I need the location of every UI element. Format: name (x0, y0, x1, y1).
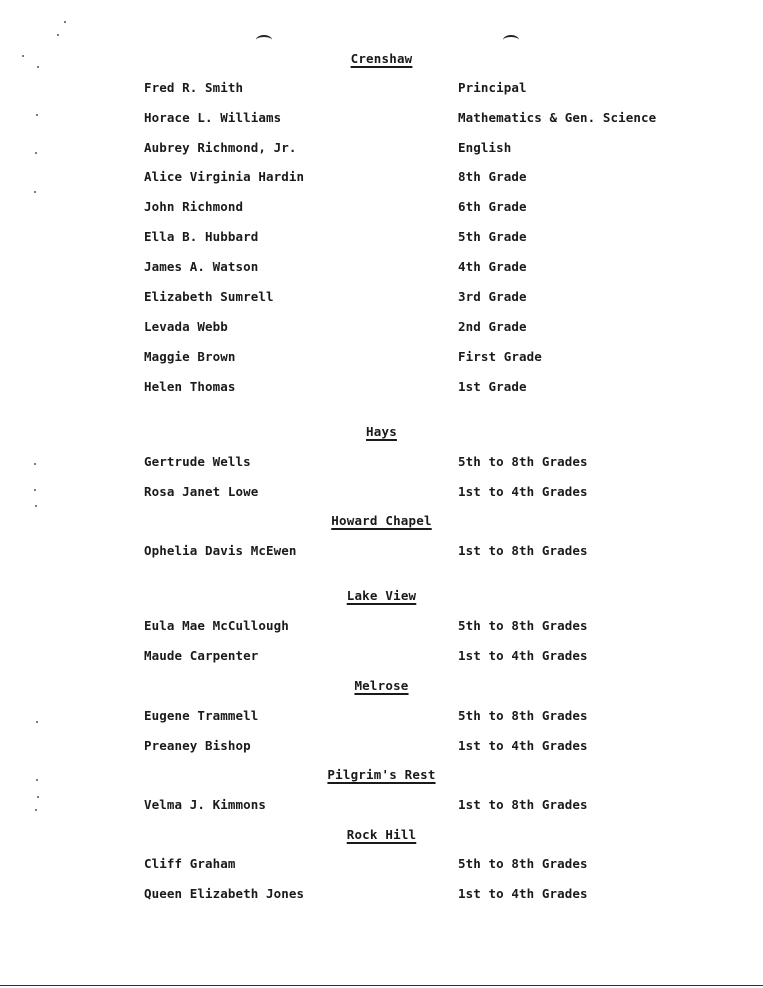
section-heading-howard-chapel: Howard Chapel (331, 513, 432, 528)
staff-role: 6th Grade (458, 199, 527, 214)
staff-role: 1st to 4th Grades (458, 484, 588, 499)
staff-row (0, 110, 763, 128)
section-heading-lake-view: Lake View (346, 588, 417, 603)
staff-name: Horace L. Williams (144, 110, 282, 125)
binding-mark-right (503, 35, 519, 45)
scan-speck (34, 191, 36, 193)
staff-row (0, 80, 763, 98)
staff-name: Levada Webb (144, 319, 228, 334)
page-bottom-edge (0, 985, 763, 986)
staff-name: Eugene Trammell (144, 708, 259, 723)
scan-speck (35, 505, 37, 507)
staff-role: 2nd Grade (458, 319, 527, 334)
staff-row (0, 738, 763, 756)
staff-name: James A. Watson (144, 259, 259, 274)
staff-row (0, 319, 763, 337)
staff-name: Queen Elizabeth Jones (144, 886, 305, 901)
staff-row (0, 886, 763, 904)
staff-role: 4th Grade (458, 259, 527, 274)
staff-row (0, 856, 763, 874)
staff-row (0, 708, 763, 726)
staff-role: 1st to 4th Grades (458, 886, 588, 901)
staff-name: Velma J. Kimmons (144, 797, 267, 812)
staff-role: Mathematics & Gen. Science (458, 110, 657, 125)
staff-name: Cliff Graham (144, 856, 236, 871)
staff-role: 5th to 8th Grades (458, 454, 588, 469)
staff-row (0, 648, 763, 666)
section-heading-crenshaw: Crenshaw (350, 51, 413, 66)
staff-role: Principal (458, 80, 527, 95)
staff-role: 1st to 4th Grades (458, 648, 588, 663)
staff-row (0, 169, 763, 187)
staff-role: 8th Grade (458, 169, 527, 184)
staff-role: First Grade (458, 349, 542, 364)
staff-name: Maude Carpenter (144, 648, 259, 663)
staff-name: Rosa Janet Lowe (144, 484, 259, 499)
staff-name: Elizabeth Sumrell (144, 289, 274, 304)
staff-row (0, 140, 763, 158)
scan-speck (37, 66, 39, 68)
staff-name: Fred R. Smith (144, 80, 244, 95)
staff-row (0, 379, 763, 397)
staff-role: 5th Grade (458, 229, 527, 244)
staff-role: 1st Grade (458, 379, 527, 394)
staff-name: Eula Mae McCullough (144, 618, 289, 633)
staff-row (0, 289, 763, 307)
staff-role: 1st to 8th Grades (458, 797, 588, 812)
staff-row (0, 349, 763, 367)
section-heading-rock-hill: Rock Hill (346, 827, 417, 842)
staff-role: 1st to 4th Grades (458, 738, 588, 753)
section-heading-melrose: Melrose (354, 678, 409, 693)
staff-name: Helen Thomas (144, 379, 236, 394)
staff-row (0, 454, 763, 472)
staff-role: 5th to 8th Grades (458, 708, 588, 723)
staff-name: Maggie Brown (144, 349, 236, 364)
staff-role: 5th to 8th Grades (458, 856, 588, 871)
staff-name: Ella B. Hubbard (144, 229, 259, 244)
section-heading-pilgrims-rest: Pilgrim's Rest (327, 767, 436, 782)
staff-row (0, 797, 763, 815)
staff-name: Gertrude Wells (144, 454, 251, 469)
scan-speck (57, 34, 59, 36)
binding-mark-left (256, 35, 272, 45)
staff-row (0, 229, 763, 247)
staff-row (0, 543, 763, 561)
staff-role: English (458, 140, 512, 155)
section-heading-hays: Hays (366, 424, 397, 439)
scan-speck (64, 21, 66, 23)
staff-name: Alice Virginia Hardin (144, 169, 305, 184)
staff-role: 1st to 8th Grades (458, 543, 588, 558)
staff-row (0, 618, 763, 636)
staff-role: 5th to 8th Grades (458, 618, 588, 633)
staff-name: Aubrey Richmond, Jr. (144, 140, 297, 155)
staff-row (0, 199, 763, 217)
staff-name: Ophelia Davis McEwen (144, 543, 297, 558)
staff-name: Preaney Bishop (144, 738, 251, 753)
staff-row (0, 484, 763, 502)
staff-name: John Richmond (144, 199, 244, 214)
staff-role: 3rd Grade (458, 289, 527, 304)
staff-row (0, 259, 763, 277)
